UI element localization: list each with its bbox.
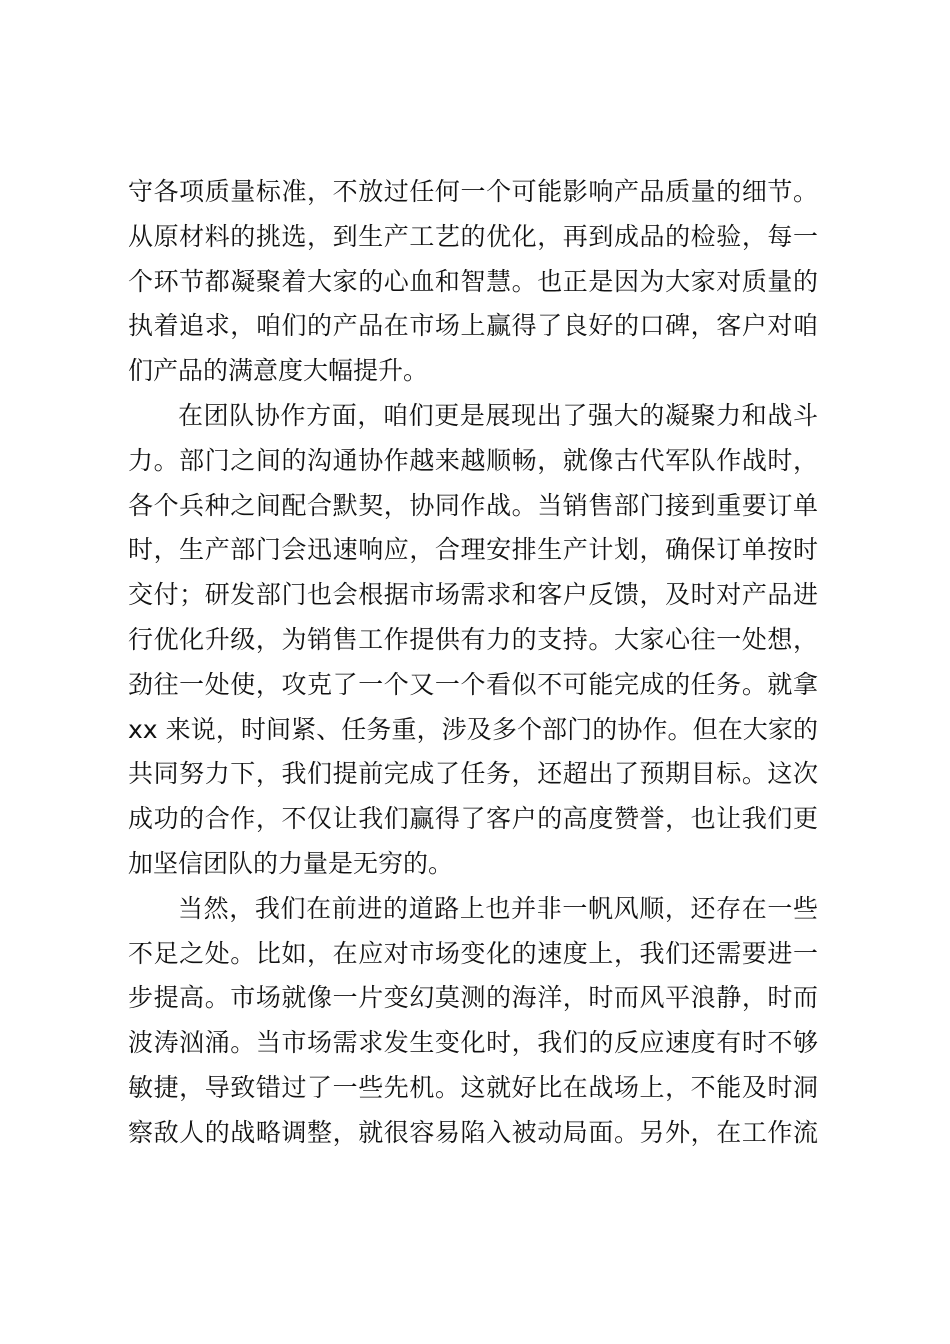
text-line: 从原材料的挑选，到生产工艺的优化，再到成品的检验，每一: [128, 221, 818, 251]
text-line: 敏捷，导致错过了一些先机。这就好比在战场上，不能及时洞: [128, 1072, 818, 1102]
text-line: 各个兵种之间配合默契，协同作战。当销售部门接到重要订单: [128, 490, 818, 520]
text-line: 执着追求，咱们的产品在市场上赢得了良好的口碑，客户对咱: [128, 311, 818, 341]
text-line: 劲往一处使，攻克了一个又一个看似不可能完成的任务。就拿: [128, 669, 818, 699]
text-line: 时，生产部门会迅速响应，合理安排生产计划，确保订单按时: [128, 535, 818, 565]
text-line: 察敌人的战略调整，就很容易陷入被动局面。另外，在工作流: [128, 1117, 818, 1147]
text-line: 行优化升级，为销售工作提供有力的支持。大家心往一处想，: [128, 624, 818, 654]
text-line: 交付；研发部门也会根据市场需求和客户反馈，及时对产品进: [128, 580, 818, 610]
text-line: 当然，我们在前进的道路上也并非一帆风顺，还存在一些: [178, 893, 818, 923]
text-line: 成功的合作，不仅让我们赢得了客户的高度赞誉，也让我们更: [128, 804, 818, 834]
text-line: 共同努力下，我们提前完成了任务，还超出了预期目标。这次: [128, 759, 818, 789]
text-line: 守各项质量标准，不放过任何一个可能影响产品质量的细节。: [128, 177, 818, 206]
text-line: 步提高。市场就像一片变幻莫测的海洋，时而风平浪静，时而: [128, 983, 818, 1013]
document-body: [128, 170, 818, 1156]
text-line: 在团队协作方面，咱们更是展现出了强大的凝聚力和战斗: [178, 400, 818, 430]
text-line: xx 来说，时间紧、任务重，涉及多个部门的协作。但在大家的: [128, 714, 818, 744]
text-line: 加坚信团队的力量是无穷的。: [128, 848, 454, 878]
text-line: 个环节都凝聚着大家的心血和智慧。也正是因为大家对质量的: [128, 266, 818, 296]
paragraph-teamwork: [128, 394, 818, 887]
paragraph-quality: [128, 170, 818, 394]
text-line: 力。部门之间的沟通协作越来越顺畅，就像古代军队作战时，: [128, 445, 818, 475]
text-line: 们产品的满意度大幅提升。: [128, 356, 429, 386]
text-line: 波涛汹涌。当市场需求发生变化时，我们的反应速度有时不够: [128, 1028, 818, 1058]
paragraph-shortcomings: [128, 887, 818, 1156]
text-line: 不足之处。比如，在应对市场变化的速度上，我们还需要进一: [128, 938, 818, 968]
